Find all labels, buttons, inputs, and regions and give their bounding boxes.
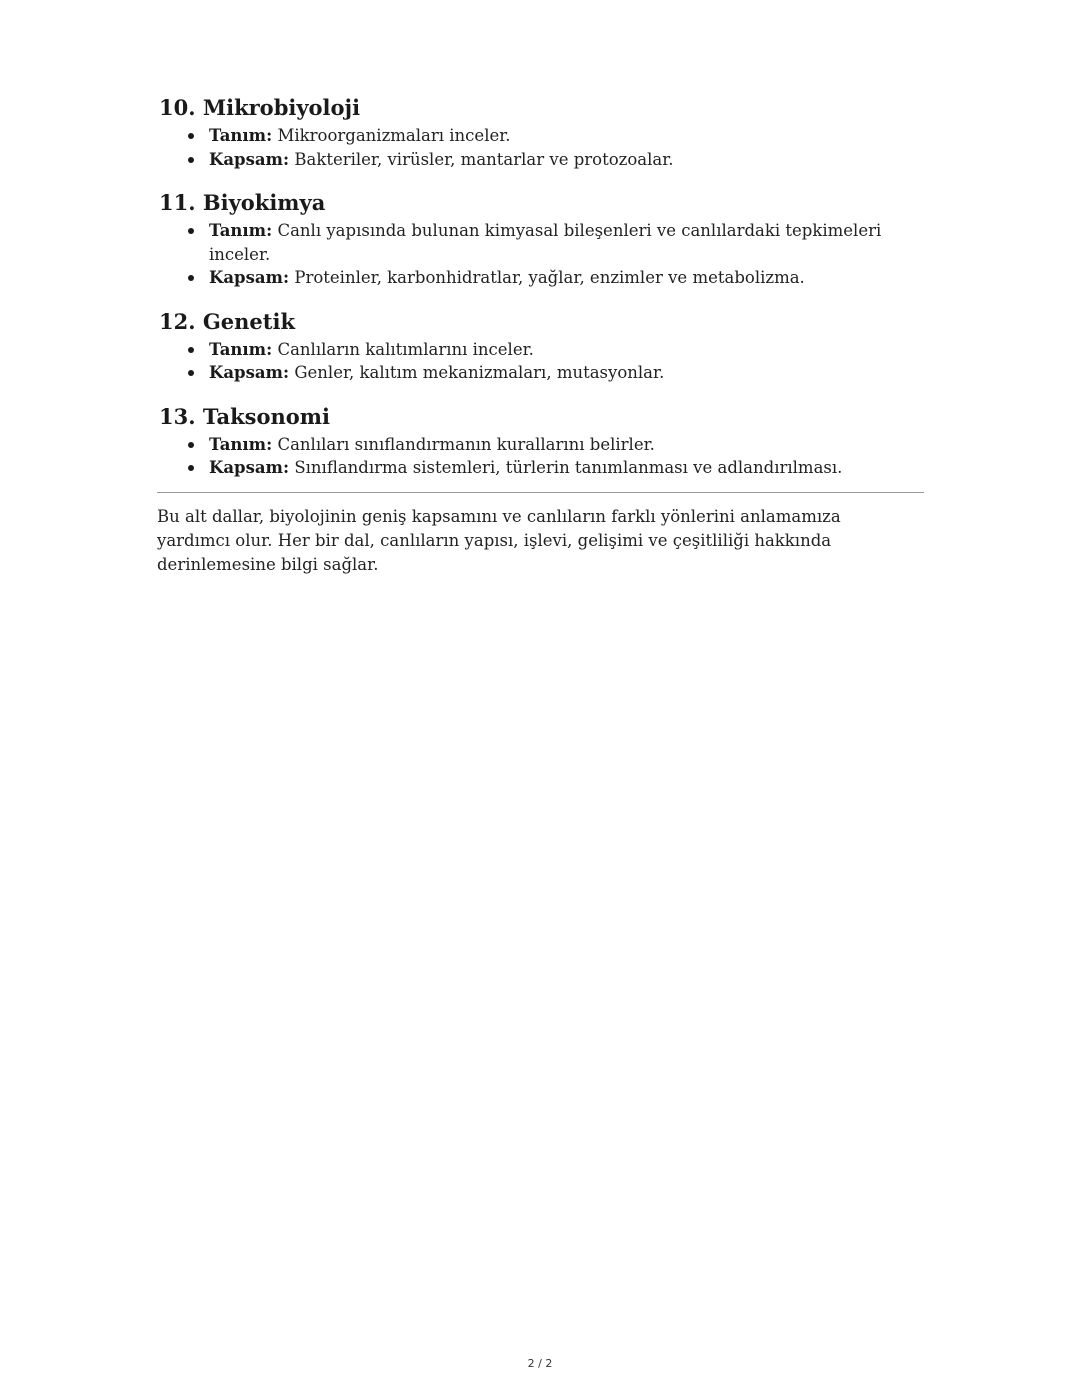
item-text: Canlı yapısında bulunan kimyasal bileşenleri ve canlılardaki tepkimeleri inceler. (209, 221, 882, 264)
item-text: Sınıflandırma sistemleri, türlerin tanımlanması ve adlandırılması. (289, 458, 843, 477)
item-label: Tanım: (209, 126, 273, 145)
item-label: Tanım: (209, 434, 273, 454)
item-label: Kapsam: (209, 363, 290, 382)
list-item (209, 338, 924, 362)
section-genetik (157, 308, 924, 385)
bullet-icon (188, 228, 194, 234)
list-item (209, 456, 924, 480)
section-items (157, 433, 924, 480)
section-title: 11. Biyokimya (159, 190, 326, 215)
list-item (209, 266, 924, 290)
list-item (209, 148, 924, 172)
page-number: 2 / 2 (527, 1357, 553, 1370)
section-taksonomi (157, 403, 924, 480)
section-title: 12. Genetik (159, 308, 295, 334)
horizontal-rule (157, 492, 924, 493)
item-label: Kapsam: (209, 458, 290, 477)
bullet-icon (188, 275, 194, 281)
item-text: Mikroorganizmaları inceler. (272, 126, 511, 145)
summary-paragraph: Bu alt dallar, biyolojinin geniş kapsamını ve canlıların farklı yönlerini anlamamıza yardımcı olur. Her bir dal, canlıların yapısı, işlevi, gelişimi ve çeşitliliği hakkında derinlemesine bilgi sağlar. (157, 506, 841, 574)
section-items (157, 219, 924, 290)
item-label: Kapsam: (209, 149, 290, 169)
item-text: Canlıları sınıflandırmanın kurallarını belirler. (272, 434, 655, 454)
section-title: 10. Mikrobiyoloji (159, 95, 361, 120)
list-item (209, 124, 924, 148)
section-biyokimya (157, 189, 924, 290)
section-items (157, 338, 924, 385)
item-label: Tanım: (209, 221, 273, 240)
item-text: Canlıların kalıtımlarını inceler. (272, 339, 534, 359)
item-text: Genler, kalıtım mekanizmaları, mutasyonlar. (289, 363, 665, 382)
list-item (209, 219, 924, 266)
item-label: Kapsam: (209, 268, 290, 287)
item-text: Proteinler, karbonhidratlar, yağlar, enzimler ve metabolizma. (289, 268, 805, 287)
bullet-icon (188, 370, 194, 376)
section-items (157, 124, 924, 171)
section-mikrobiyoloji (157, 94, 924, 171)
list-item (209, 361, 924, 385)
bullet-icon (188, 157, 194, 163)
bullet-icon (188, 465, 194, 471)
list-item (209, 433, 924, 457)
bullet-icon (188, 133, 194, 139)
section-title: 13. Taksonomi (159, 403, 330, 429)
document-content (157, 94, 924, 577)
bullet-icon (188, 442, 194, 448)
bullet-icon (188, 347, 194, 353)
item-label: Tanım: (209, 339, 273, 359)
item-text: Bakteriler, virüsler, mantarlar ve protozoalar. (289, 149, 674, 169)
